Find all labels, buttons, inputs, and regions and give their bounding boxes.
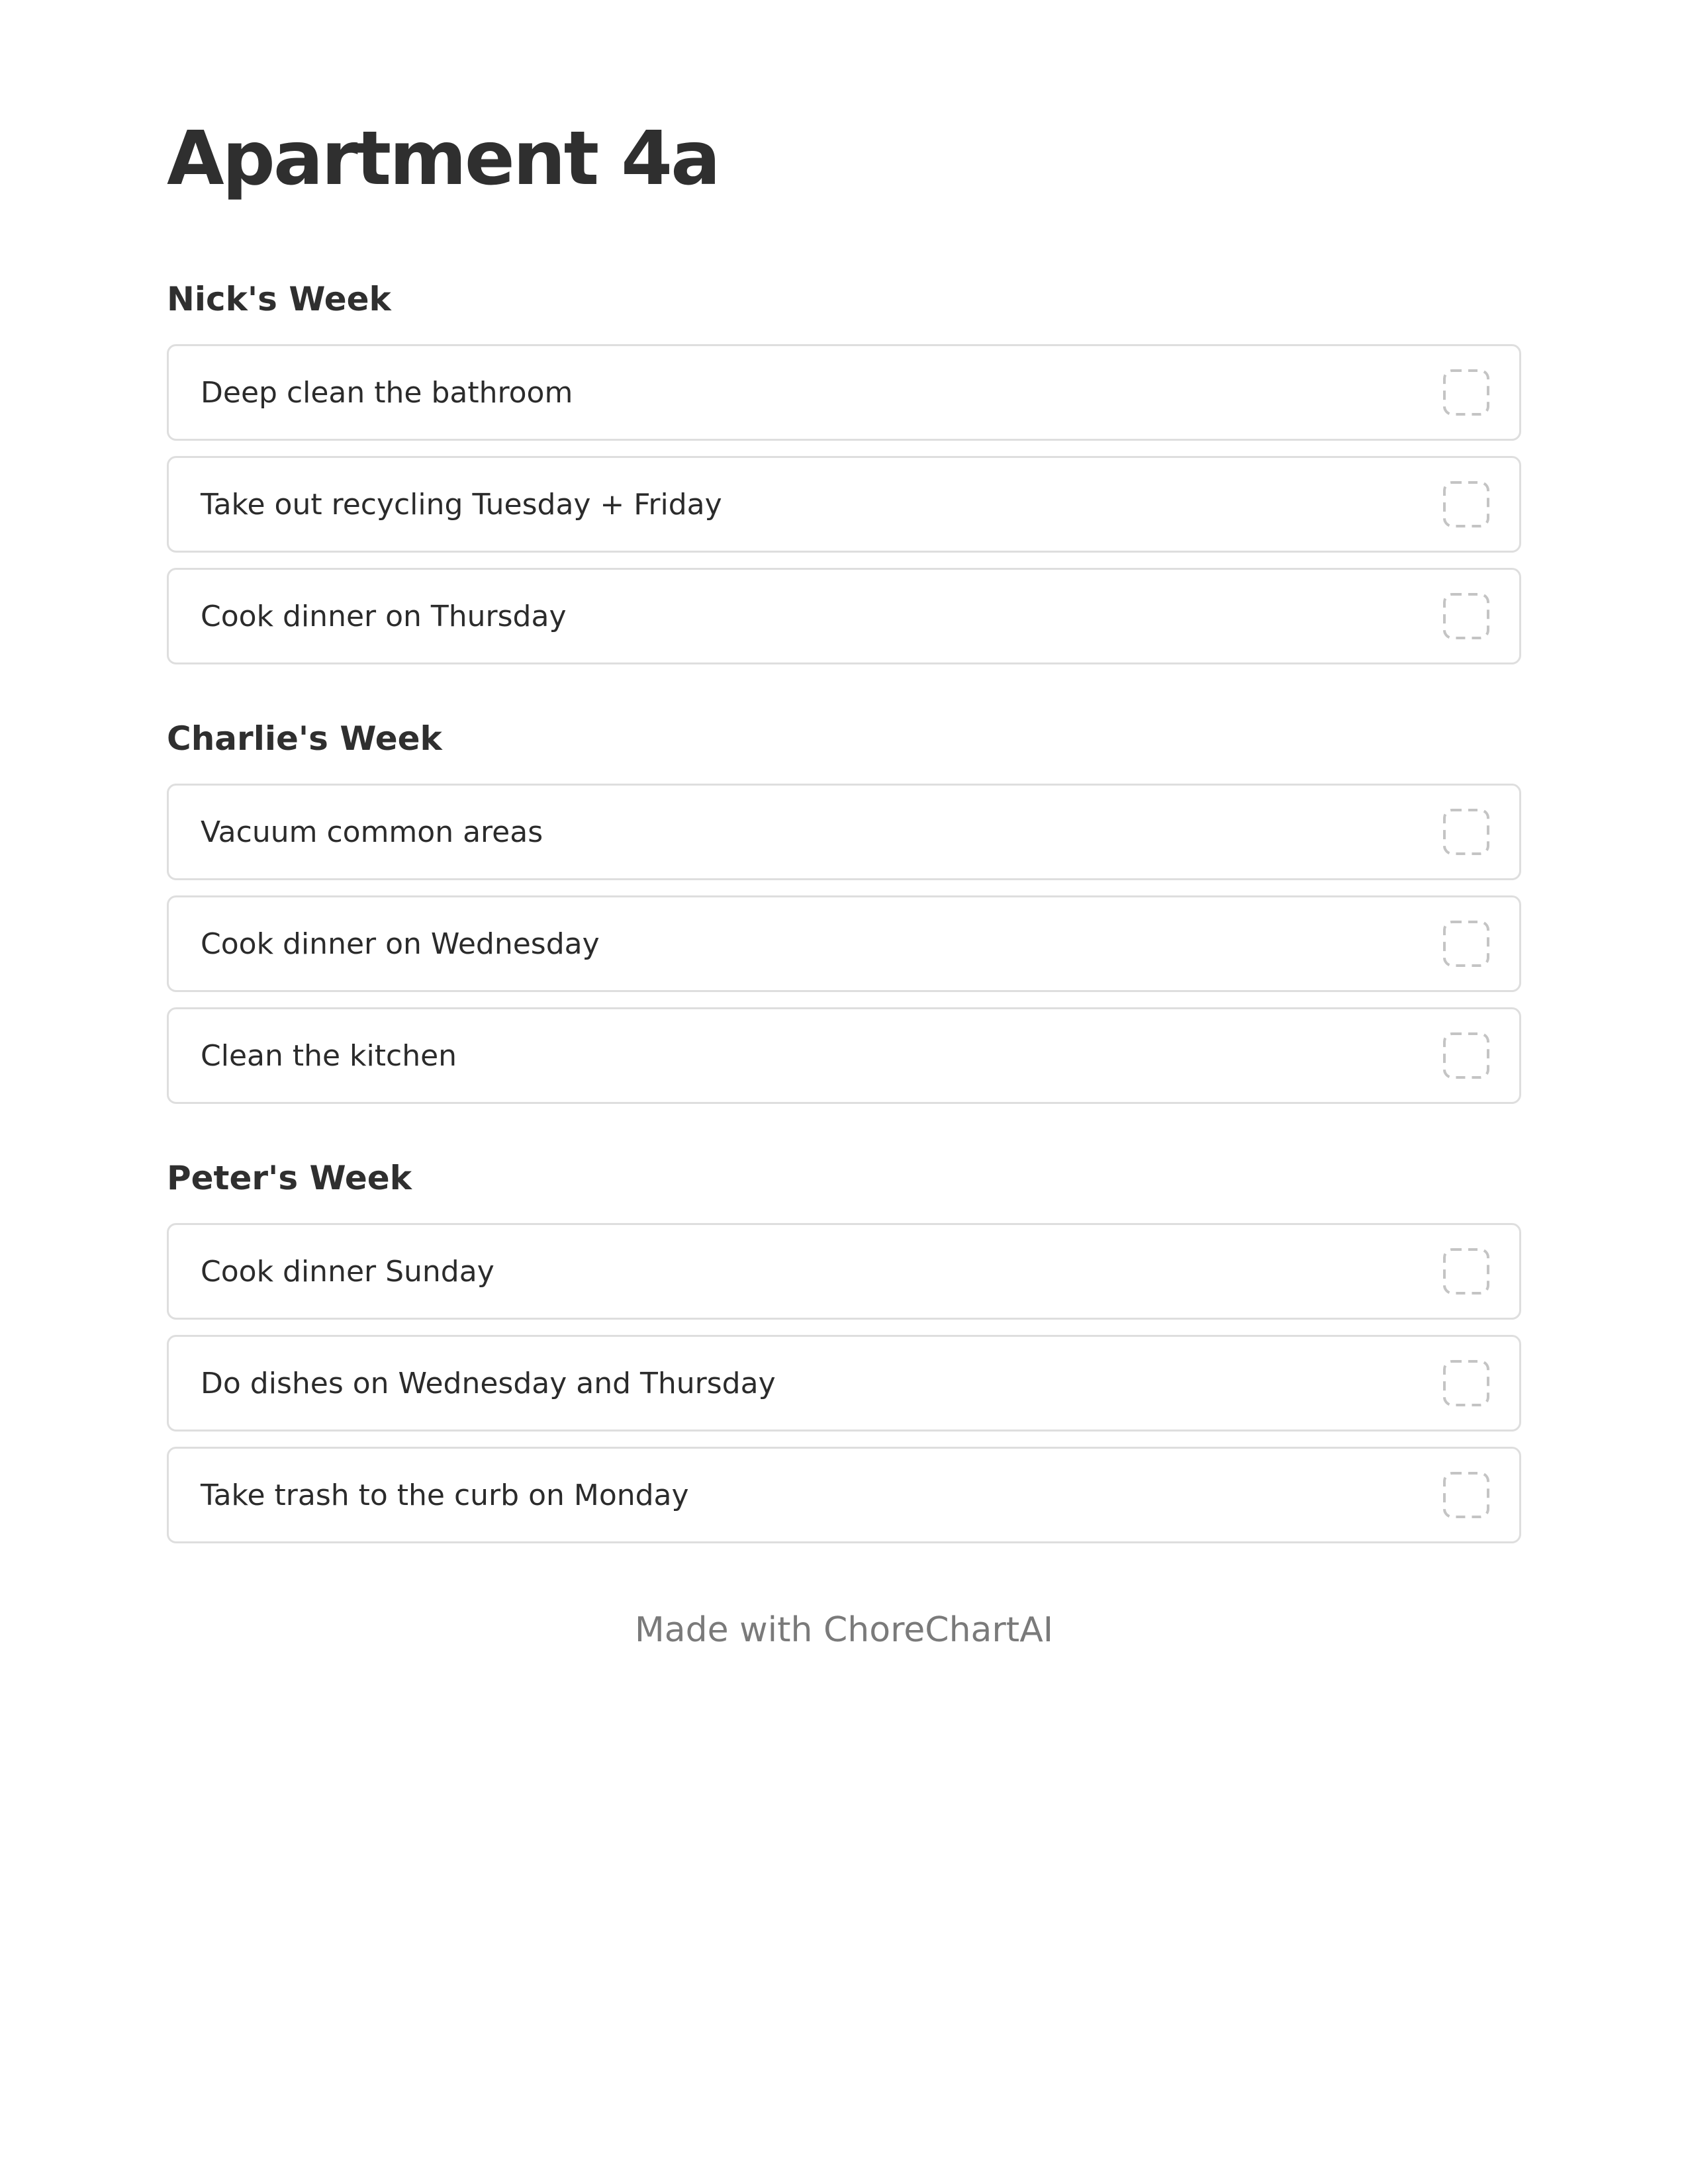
checkbox-icon[interactable]: [1442, 1471, 1490, 1519]
chore-label: Cook dinner on Wednesday: [201, 927, 600, 961]
chore-list: [167, 1223, 1521, 1543]
chore-item[interactable]: [167, 344, 1521, 441]
checkbox-icon[interactable]: [1442, 1248, 1490, 1295]
chore-item[interactable]: [167, 1007, 1521, 1104]
chore-label: Vacuum common areas: [201, 815, 543, 849]
chore-label: Cook dinner Sunday: [201, 1254, 494, 1289]
checkbox-icon[interactable]: [1442, 369, 1490, 416]
chore-item[interactable]: [167, 1223, 1521, 1320]
chore-chart: [167, 113, 1521, 1653]
chore-item[interactable]: [167, 784, 1521, 880]
checkbox-icon[interactable]: [1442, 808, 1490, 856]
section-title: Peter's Week: [167, 1159, 412, 1197]
section-charlie: [167, 719, 1521, 1104]
checkbox-icon[interactable]: [1442, 592, 1490, 640]
footer-credit: Made with ChoreChartAI: [634, 1610, 1054, 1650]
section-title: Charlie's Week: [167, 719, 442, 758]
chore-label: Cook dinner on Thursday: [201, 599, 567, 633]
section-peter: [167, 1158, 1521, 1543]
checkbox-icon[interactable]: [1442, 1359, 1490, 1407]
chore-item[interactable]: [167, 456, 1521, 553]
chore-item[interactable]: [167, 1335, 1521, 1432]
page-title: Apartment 4a: [167, 116, 719, 202]
chore-label: Do dishes on Wednesday and Thursday: [201, 1366, 776, 1400]
checkbox-icon[interactable]: [1442, 920, 1490, 968]
chore-label: Deep clean the bathroom: [201, 375, 573, 410]
chore-label: Take out recycling Tuesday + Friday: [201, 487, 722, 522]
chore-label: Clean the kitchen: [201, 1038, 457, 1073]
chore-item[interactable]: [167, 895, 1521, 992]
chore-list: [167, 344, 1521, 664]
chore-item[interactable]: [167, 1447, 1521, 1543]
chore-label: Take trash to the curb on Monday: [201, 1478, 689, 1512]
chore-list: [167, 784, 1521, 1104]
section-title: Nick's Week: [167, 280, 391, 318]
checkbox-icon[interactable]: [1442, 480, 1490, 528]
checkbox-icon[interactable]: [1442, 1032, 1490, 1079]
chore-item[interactable]: [167, 568, 1521, 664]
section-nick: [167, 279, 1521, 664]
